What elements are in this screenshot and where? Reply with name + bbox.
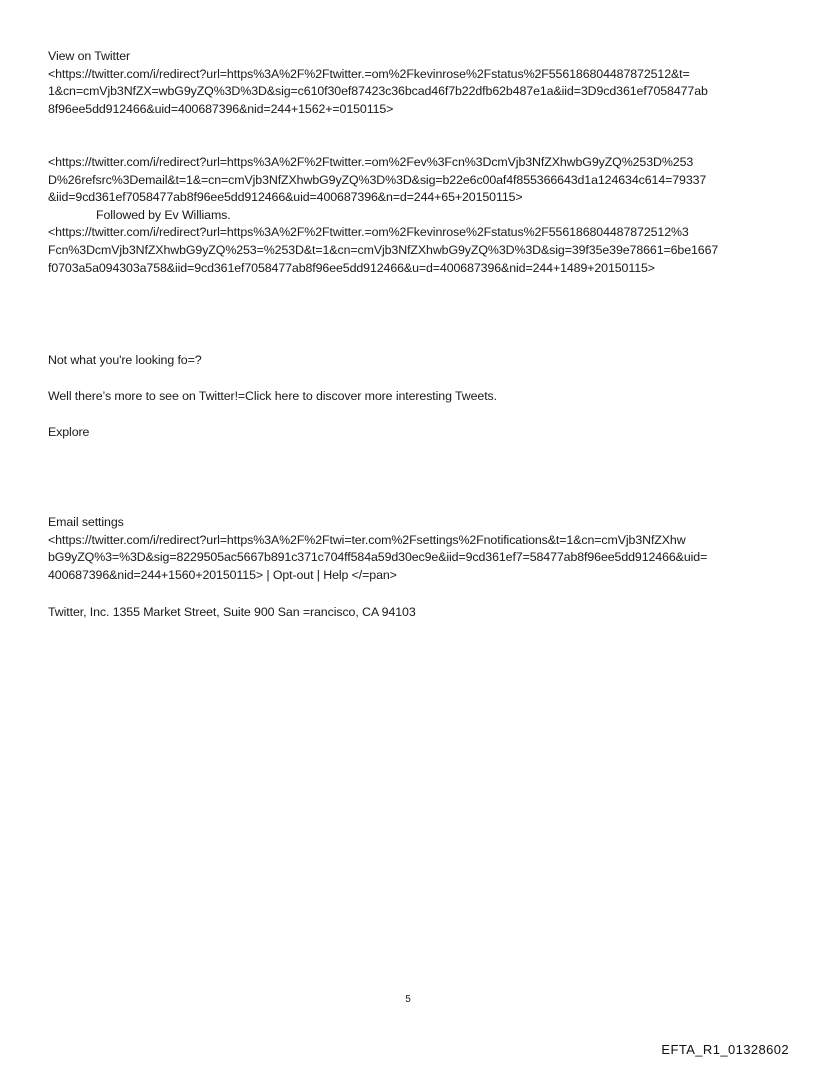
email-settings-heading: Email settings (48, 515, 124, 529)
optout-help-line: 400687396&nid=244+1560+20150115> | Opt-out | Help </=pan> (48, 567, 397, 582)
redirect-link-line: f0703a5a094303a758&iid=9cd361ef7058477ab8f96ee5dd912466&u=d=400687396&nid=244+1489+20150115> (48, 260, 655, 275)
bates-number: EFTA_R1_01328602 (661, 1042, 789, 1057)
redirect-link-line: 8f96ee5dd912466&uid=400687396&nid=244+1562+=0150115> (48, 101, 394, 116)
discover-more-text: Well there’s more to see on Twitter!=Click here to discover more interesting Tweets. (48, 389, 497, 403)
explore-text: Explore (48, 425, 90, 439)
followed-by-text: Followed by Ev Williams. (96, 207, 231, 222)
view-on-twitter-heading: View on Twitter (48, 49, 131, 63)
redirect-link-line: <https://twitter.com/i/redirect?url=https%3A%2F%2Ftwitter.=om%2Fkevinrose%2Fstatus%2F556186804487872512&t= (48, 66, 690, 81)
follow-section (48, 154, 772, 277)
email-settings-section (48, 514, 772, 584)
redirect-link-line: 1&cn=cmVjb3NfZX=wbG9yZQ%3D%3D&sig=c610f30ef87423c36bcad46f7b22dfb62b487e1a&iid=3D9cd361ef7058477ab (48, 84, 708, 99)
redirect-link-line: &iid=9cd361ef7058477ab8f96ee5dd912466&uid=400687396&n=d=244+65+20150115> (48, 190, 523, 205)
redirect-link-line: <https://twitter.com/i/redirect?url=https%3A%2F%2Ftwitter.=om%2Fev%3Fcn%3DcmVjb3NfZXhwbG9yZQ%253D%253 (48, 155, 694, 169)
company-address: Twitter, Inc. 1355 Market Street, Suite 900 San =rancisco, CA 94103 (48, 605, 416, 619)
redirect-link-line: Fcn%3DcmVjb3NfZXhwbG9yZQ%253=%253D&t=1&cn=cmVjb3NfZXhwbG9yZQ%3D%3D&sig=39f35e39e78661=6be1667 (48, 242, 719, 257)
not-looking-for-text: Not what you're looking fo=? (48, 353, 202, 367)
view-on-twitter-section (48, 48, 772, 118)
page-number: 5 (405, 994, 411, 1005)
redirect-link-line: D%26refsrc%3Demail&t=1&=cn=cmVjb3NfZXhwbG9yZQ%3D%3D&sig=b22e6c00af4f855366643d1a124634c614=79337 (48, 172, 707, 187)
redirect-link-line: <https://twitter.com/i/redirect?url=https%3A%2F%2Ftwi=ter.com%2Fsettings%2Fnotifications&t=1&cn=cmVjb3NfZXhw (48, 532, 686, 547)
redirect-link-line: bG9yZQ%3=%3D&sig=8229505ac5667b891c371c704ff584a59d30ec9e&iid=9cd361ef7=58477ab8f96ee5dd912466&uid= (48, 550, 708, 565)
redirect-link-line: <https://twitter.com/i/redirect?url=https%3A%2F%2Ftwitter.=om%2Fkevinrose%2Fstatus%2F556186804487872512%3 (48, 225, 689, 240)
